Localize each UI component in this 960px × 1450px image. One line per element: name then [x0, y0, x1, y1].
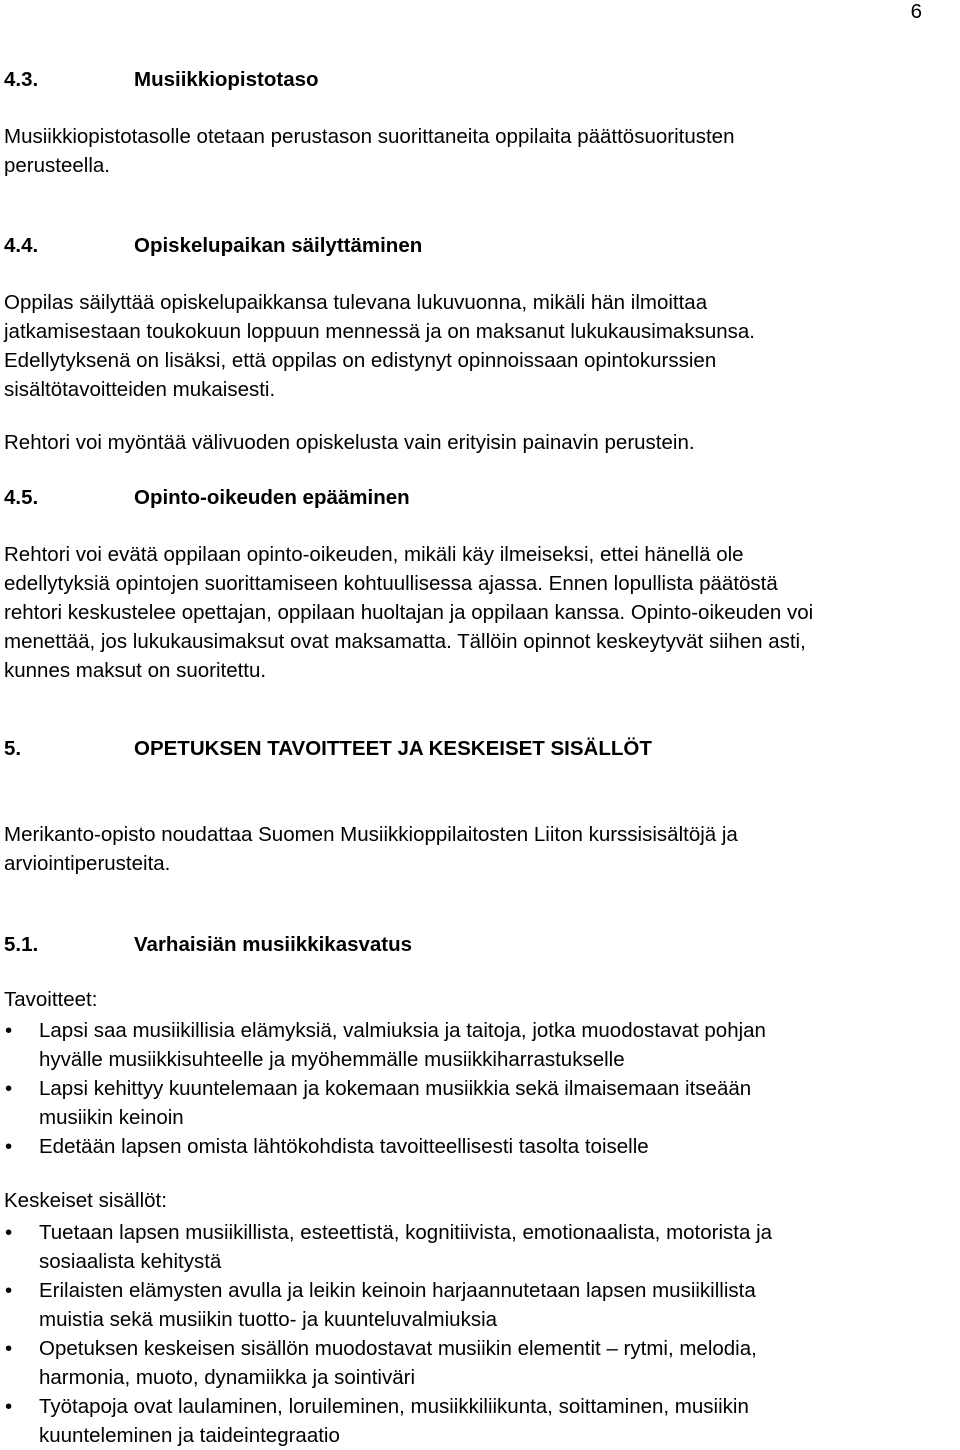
list-item	[0, 1218, 960, 1276]
bullet-icon: •	[5, 1221, 13, 1244]
bullet-icon: •	[5, 1279, 13, 1302]
section-4-4-paragraph	[4, 288, 958, 404]
section-4-4-title: Opiskelupaikan säilyttäminen	[134, 234, 423, 257]
goals-label: Tavoitteet:	[4, 988, 98, 1011]
list-item	[0, 1276, 960, 1334]
list-item-line: Edetään lapsen omista lähtökohdista tavoitteellisesti tasolta toiselle	[39, 1135, 649, 1158]
bullet-icon: •	[5, 1019, 13, 1042]
section-4-5-number: 4.5.	[4, 486, 39, 509]
bullet-icon: •	[5, 1395, 13, 1418]
page-number: 6	[910, 0, 922, 23]
section-5-paragraph	[4, 820, 958, 878]
list-item-line: kuunteleminen ja taideintegraatio	[39, 1424, 340, 1447]
list-item-line: musiikin keinoin	[39, 1106, 184, 1129]
list-item-line: sosiaalista kehitystä	[39, 1250, 222, 1273]
list-item	[0, 1016, 960, 1074]
section-4-3-paragraph	[4, 122, 958, 180]
paragraph-line: rehtori keskustelee opettajan, oppilaan huoltajan ja oppilaan kanssa. Opinto-oikeuden voi	[4, 601, 814, 624]
list-item-line: harmonia, muoto, dynamiikka ja sointiväri	[39, 1366, 415, 1389]
section-4-4-note	[4, 428, 958, 457]
section-4-4-number: 4.4.	[4, 234, 39, 257]
section-4-3-number: 4.3.	[4, 68, 39, 91]
list-item	[0, 1132, 960, 1161]
paragraph-line: edellytyksiä opintojen suorittamiseen kohtuullisessa ajassa. Ennen lopullista päätöstä	[4, 572, 778, 595]
list-item-line: Työtapoja ovat laulaminen, loruileminen, musiikkiliikunta, soittaminen, musiikin	[39, 1395, 749, 1418]
list-item-line: muistia sekä musiikin tuotto- ja kuunteluvalmiuksia	[39, 1308, 498, 1331]
section-5-number: 5.	[4, 737, 22, 760]
paragraph-line: kunnes maksut on suoritettu.	[4, 659, 267, 682]
contents-label: Keskeiset sisällöt:	[4, 1189, 167, 1212]
list-item-line: Lapsi saa musiikillisia elämyksiä, valmiuksia ja taitoja, jotka muodostavat pohjan	[39, 1019, 766, 1042]
paragraph-line: perusteella.	[4, 154, 110, 177]
list-item	[0, 1392, 960, 1450]
section-5-title: OPETUKSEN TAVOITTEET JA KESKEISET SISÄLLÖT	[134, 737, 652, 760]
section-4-3-title: Musiikkiopistotaso	[134, 68, 319, 91]
paragraph-line: arviointiperusteita.	[4, 852, 171, 875]
contents-list	[0, 1218, 960, 1450]
list-item-line: hyvälle musiikkisuhteelle ja myöhemmälle musiikkiharrastukselle	[39, 1048, 625, 1071]
section-5-1-number: 5.1.	[4, 933, 39, 956]
paragraph-line: menettää, jos lukukausimaksut ovat maksamatta. Tällöin opinnot keskeytyvät siihen asti,	[4, 630, 806, 653]
list-item-line: Lapsi kehittyy kuuntelemaan ja kokemaan musiikkia sekä ilmaisemaan itseään	[39, 1077, 752, 1100]
bullet-icon: •	[5, 1337, 13, 1360]
section-4-5-paragraph	[4, 540, 958, 685]
bullet-icon: •	[5, 1077, 13, 1100]
list-item-line: Erilaisten elämysten avulla ja leikin keinoin harjaannutetaan lapsen musiikillista	[39, 1279, 756, 1302]
paragraph-line: Musiikkiopistotasolle otetaan perustason suorittaneita oppilaita päättösuoritusten	[4, 125, 735, 148]
list-item	[0, 1334, 960, 1392]
goals-list	[0, 1016, 960, 1161]
paragraph-line: sisältötavoitteiden mukaisesti.	[4, 378, 276, 401]
paragraph-line: Rehtori voi myöntää välivuoden opiskelusta vain erityisin painavin perustein.	[4, 431, 695, 454]
bullet-icon: •	[5, 1135, 13, 1158]
section-4-5-title: Opinto-oikeuden epääminen	[134, 486, 410, 509]
paragraph-line: Rehtori voi evätä oppilaan opinto-oikeuden, mikäli käy ilmeiseksi, ettei hänellä ole	[4, 543, 744, 566]
paragraph-line: Oppilas säilyttää opiskelupaikkansa tulevana lukuvuonna, mikäli hän ilmoittaa	[4, 291, 708, 314]
list-item-line: Opetuksen keskeisen sisällön muodostavat musiikin elementit – rytmi, melodia,	[39, 1337, 757, 1360]
paragraph-line: jatkamisestaan toukokuun loppuun mennessä ja on maksanut lukukausimaksunsa.	[4, 320, 755, 343]
paragraph-line: Merikanto-opisto noudattaa Suomen Musiikkioppilaitosten Liiton kurssisisältöjä ja	[4, 823, 738, 846]
list-item	[0, 1074, 960, 1132]
section-5-1-title: Varhaisiän musiikkikasvatus	[134, 933, 413, 956]
list-item-line: Tuetaan lapsen musiikillista, esteettistä, kognitiivista, emotionaalista, motorista ja	[39, 1221, 773, 1244]
paragraph-line: Edellytyksenä on lisäksi, että oppilas on edistynyt opinnoissaan opintokurssien	[4, 349, 717, 372]
